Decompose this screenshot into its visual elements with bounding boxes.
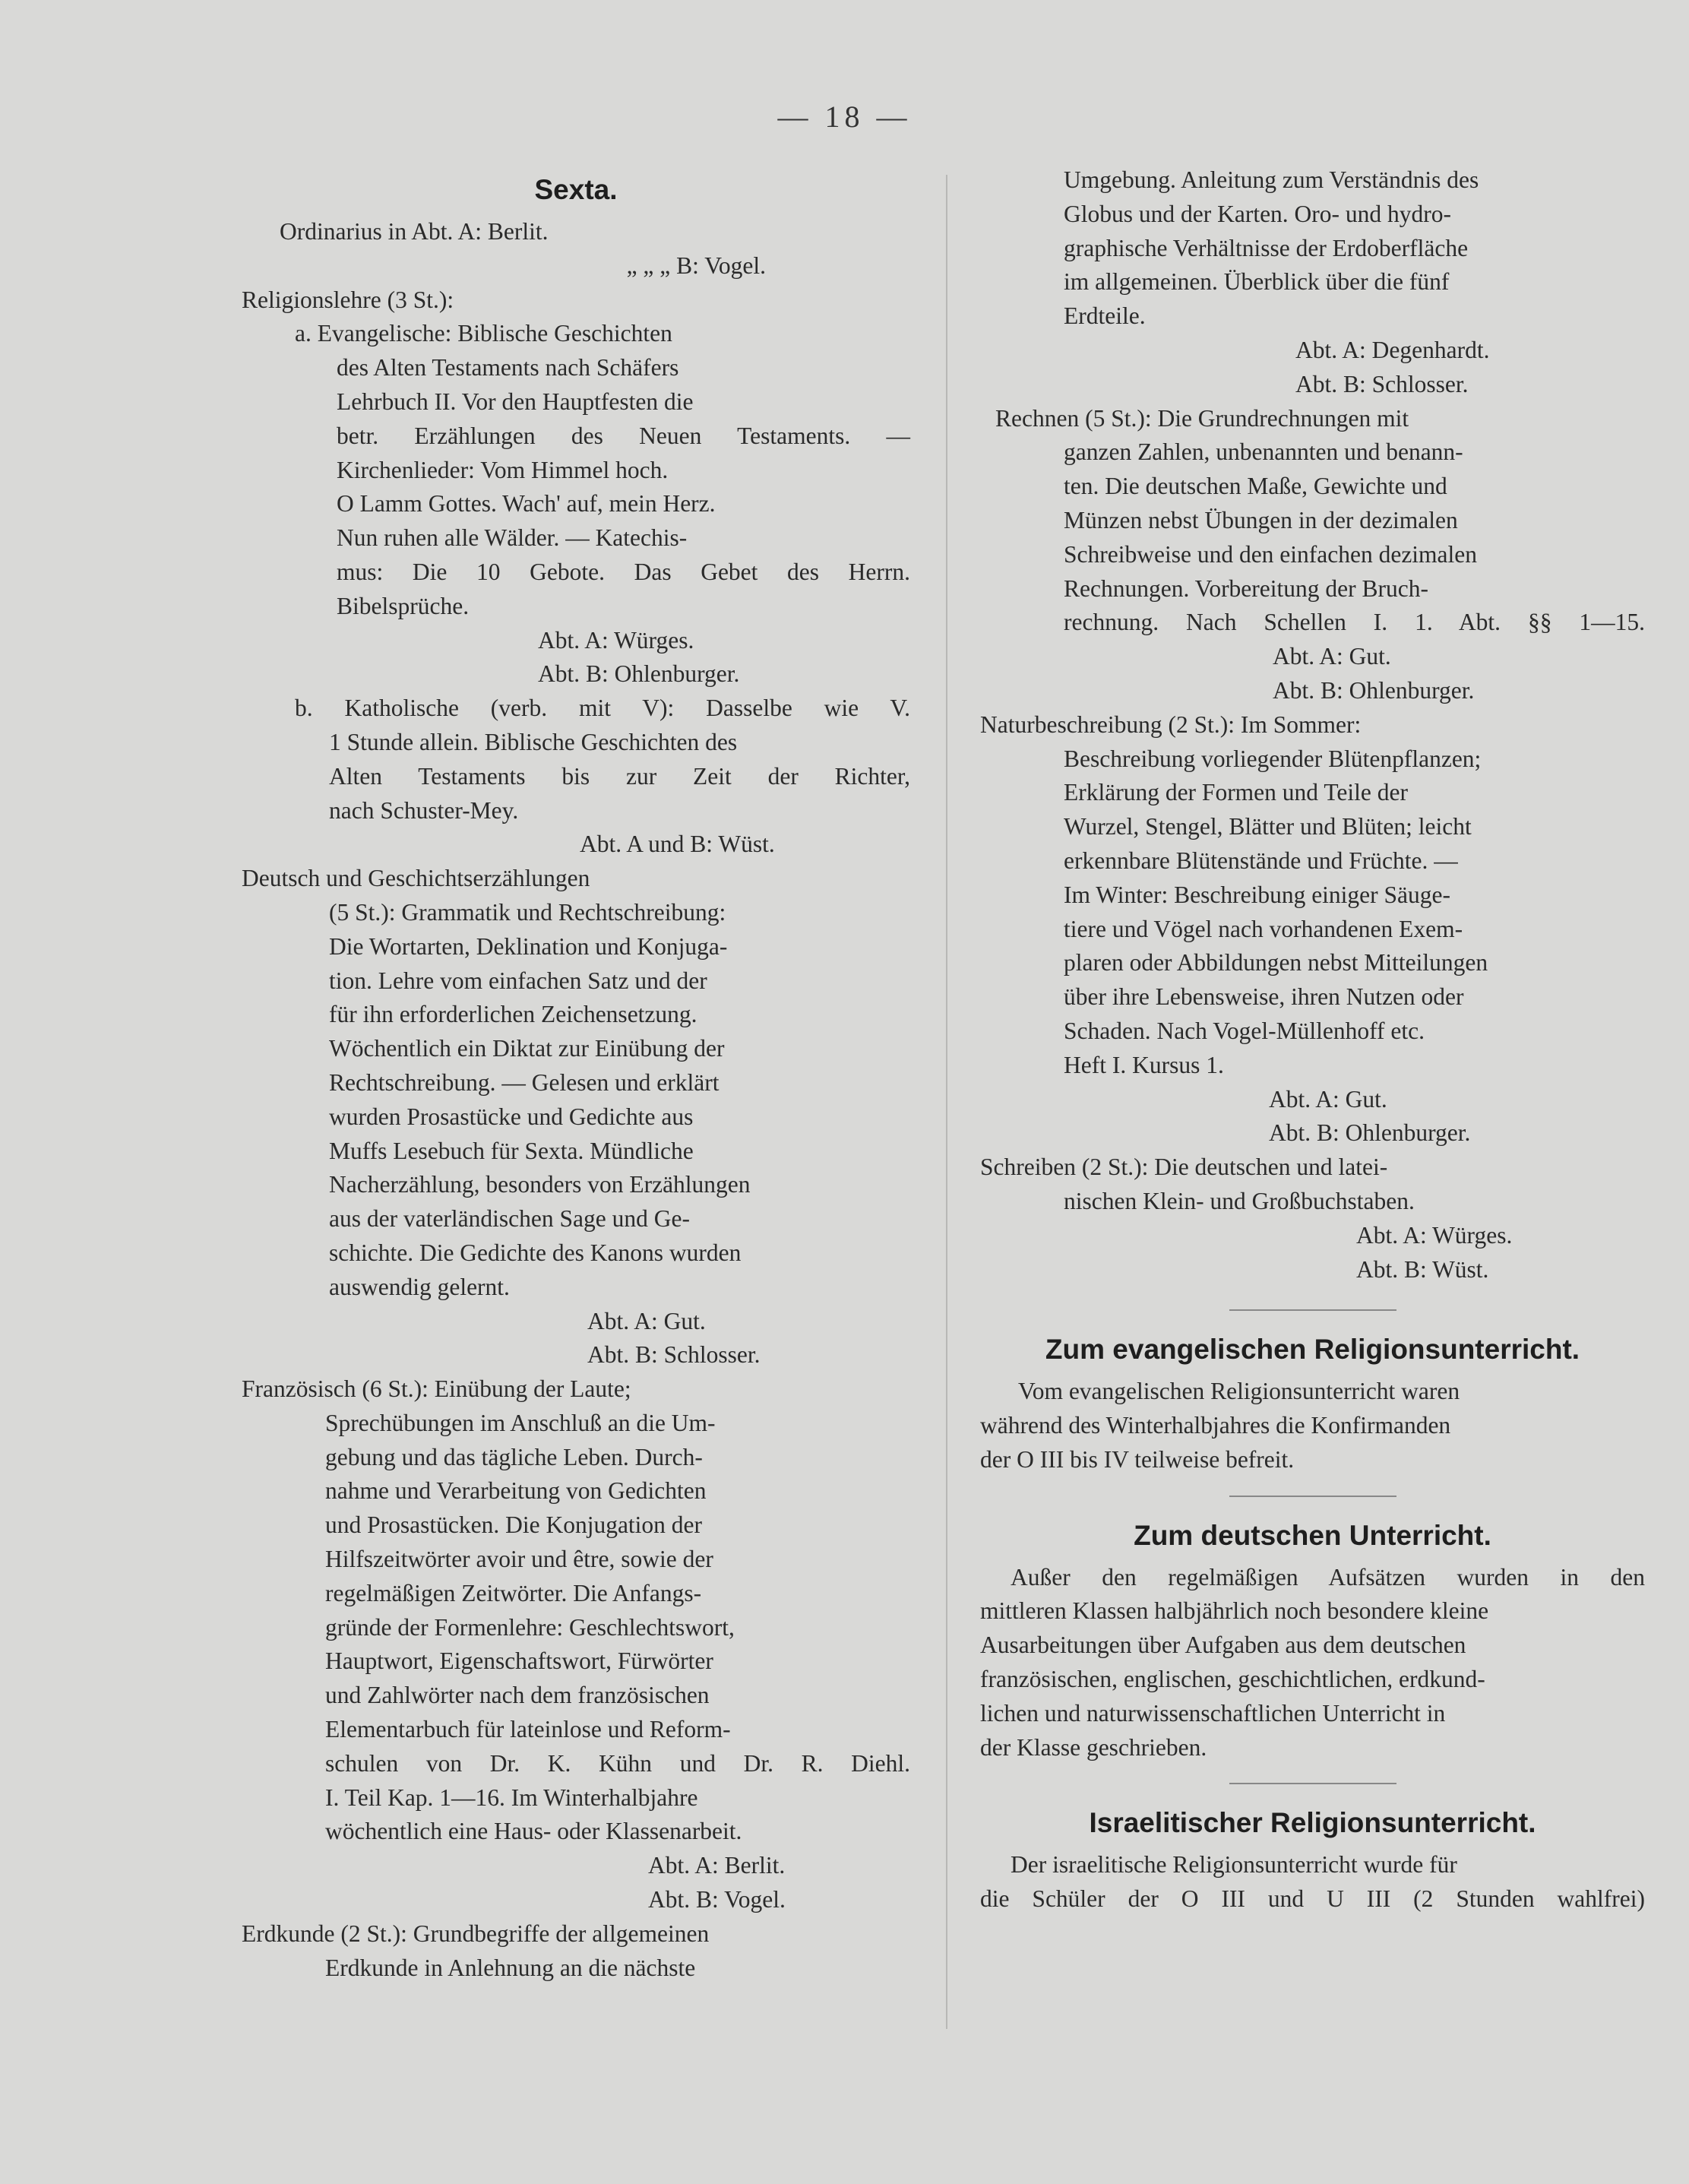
right-text-block: [980, 163, 1645, 1287]
text-line: Erdkunde in Anlehnung an die nächste: [325, 1954, 696, 1981]
text-line: Abt. B: Vogel.: [648, 1886, 786, 1913]
text-line: Abt. A: Gut.: [587, 1307, 706, 1334]
text-line: (5 St.): Grammatik und Rechtschreibung:: [329, 898, 726, 926]
text-line: Kirchenlieder: Vom Himmel hoch.: [337, 456, 669, 483]
text-line: und Zahlwörter nach dem französischen: [325, 1682, 710, 1709]
text-line: Abt. B: Schlosser.: [1295, 370, 1469, 397]
text-line: Muffs Lesebuch für Sexta. Mündliche: [329, 1137, 694, 1164]
text-line: wöchentlich eine Haus- oder Klassenarbeit.: [325, 1818, 742, 1845]
text-line: Nacherzählung, besonders von Erzählungen: [329, 1171, 751, 1198]
section-separator: [1229, 1496, 1396, 1497]
section-body: [980, 1375, 1645, 1477]
text-line: Rechnungen. Vorbereitung der Bruch-: [1064, 574, 1428, 602]
text-line: Heft I. Kursus 1.: [1064, 1051, 1224, 1078]
text-line: Schreibweise und den einfachen dezimalen: [1064, 540, 1478, 568]
text-line: Französisch (6 St.): Einübung der Laute;: [242, 1375, 631, 1403]
text-line: französischen, englischen, geschichtlichen, erdkund-: [980, 1666, 1485, 1693]
right-sections: [980, 1309, 1645, 1917]
text-line: ten. Die deutschen Maße, Gewichte und: [1064, 473, 1447, 500]
section-title-sexta: Sexta.: [534, 174, 618, 205]
text-line: tiere und Vögel nach vorhandenen Exem-: [1064, 915, 1463, 942]
text-line: mittleren Klassen halbjährlich noch besondere kleine: [980, 1597, 1489, 1625]
text-line: der O III bis IV teilweise befreit.: [980, 1445, 1295, 1473]
text-line: Abt. A: Gut.: [1269, 1085, 1387, 1113]
text-line: O Lamm Gottes. Wach' auf, mein Herz.: [337, 490, 716, 518]
text-line: Rechtschreibung. — Gelesen und erklärt: [329, 1068, 720, 1096]
text-line: Abt. A: Gut.: [1273, 643, 1391, 670]
text-line: Lehrbuch II. Vor den Hauptfesten die: [337, 388, 694, 415]
text-line: Umgebung. Anleitung zum Verständnis des: [1064, 166, 1479, 193]
text-line: für ihn erforderlichen Zeichensetzung.: [329, 1001, 697, 1028]
text-line: Hauptwort, Eigenschaftswort, Fürwörter: [325, 1647, 713, 1675]
text-line: der Klasse geschrieben.: [980, 1733, 1207, 1761]
text-line: graphische Verhältnisse der Erdoberfläche: [1064, 234, 1469, 261]
text-line: des Alten Testaments nach Schäfers: [337, 354, 679, 381]
section-heading: Israelitischer Religionsunterricht.: [1089, 1807, 1536, 1839]
text-line: auswendig gelernt.: [329, 1273, 510, 1300]
text-line: Alten Testaments bis zur Zeit der Richter,: [329, 762, 910, 790]
text-line: Abt. A: Degenhardt.: [1295, 336, 1490, 363]
text-line: Globus und der Karten. Oro- und hydro-: [1064, 200, 1452, 227]
text-line: wurden Prosastücke und Gedichte aus: [329, 1103, 694, 1130]
text-line: gründe der Formenlehre: Geschlechtswort,: [325, 1613, 735, 1641]
text-line: Sprechübungen im Anschluß an die Um-: [325, 1409, 716, 1436]
section-heading: Zum evangelischen Religionsunterricht.: [1045, 1334, 1580, 1366]
right-column: [980, 163, 1645, 1917]
text-line: lichen und naturwissenschaftlichen Unterricht in: [980, 1699, 1446, 1727]
text-line: Abt. B: Schlosser.: [587, 1341, 761, 1369]
text-line: Abt. A: Berlit.: [648, 1852, 786, 1879]
text-line: während des Winterhalbjahres die Konfirmanden: [980, 1412, 1451, 1439]
text-line: Abt. B: Ohlenburger.: [1269, 1119, 1471, 1147]
text-line: Erdteile.: [1064, 302, 1146, 330]
text-line: gebung und das tägliche Leben. Durch-: [325, 1443, 703, 1470]
text-line: Abt. B: Wüst.: [1356, 1255, 1489, 1283]
text-line: Hilfszeitwörter avoir und être, sowie der: [325, 1546, 713, 1573]
text-line: Nun ruhen alle Wälder. — Katechis-: [337, 524, 688, 552]
text-line: Naturbeschreibung (2 St.): Im Sommer:: [980, 711, 1362, 738]
text-line: schichte. Die Gedichte des Kanons wurden: [329, 1239, 742, 1266]
text-line: Ausarbeitungen über Aufgaben aus dem deutschen: [980, 1632, 1466, 1659]
text-line: Religionslehre (3 St.):: [242, 286, 454, 313]
text-line: und Prosastücken. Die Konjugation der: [325, 1511, 703, 1539]
text-line: rechnung. Nach Schellen I. 1. Abt. §§ 1—15.: [1064, 609, 1645, 636]
left-column: [242, 163, 910, 1985]
text-line: Abt. A und B: Wüst.: [580, 831, 775, 858]
text-line: 1 Stunde allein. Biblische Geschichten des: [329, 728, 738, 755]
text-line: Elementarbuch für lateinlose und Reform-: [325, 1716, 731, 1743]
text-line: Wöchentlich ein Diktat zur Einübung der: [329, 1035, 725, 1062]
text-line: im allgemeinen. Überblick über die fünf: [1064, 268, 1450, 296]
text-line: Die Wortarten, Deklination und Konjuga-: [329, 932, 728, 960]
text-line: nischen Klein- und Großbuchstaben.: [1064, 1187, 1415, 1214]
text-line: plaren oder Abbildungen nebst Mitteilungen: [1064, 949, 1488, 976]
text-line: die Schüler der O III und U III (2 Stunden wahlfrei): [980, 1885, 1645, 1913]
section-body: [980, 1848, 1645, 1917]
column-divider: [946, 175, 947, 2029]
text-line: Beschreibung vorliegender Blütenpflanzen;: [1064, 745, 1482, 772]
text-line: über ihre Lebensweise, ihren Nutzen oder: [1064, 983, 1464, 1011]
text-line: Bibelsprüche.: [337, 592, 470, 619]
text-line: nach Schuster-Mey.: [329, 796, 519, 824]
text-line: „ „ „ B: Vogel.: [626, 252, 766, 279]
text-line: erkennbare Blütenstände und Früchte. —: [1064, 847, 1458, 874]
text-line: Ordinarius in Abt. A: Berlit.: [280, 218, 549, 245]
section-separator: [1229, 1783, 1396, 1784]
text-line: Rechnen (5 St.): Die Grundrechnungen mit: [995, 404, 1409, 432]
text-line: Münzen nebst Übungen in der dezimalen: [1064, 506, 1458, 533]
section-body: [980, 1561, 1645, 1765]
text-line: b. Katholische (verb. mit V): Dasselbe wie V.: [295, 695, 910, 722]
text-line: Abt. A: Würges.: [1356, 1221, 1513, 1249]
text-line: Abt. B: Ohlenburger.: [538, 660, 740, 688]
text-line: ganzen Zahlen, unbenannten und benann-: [1064, 438, 1463, 466]
text-line: Deutsch und Geschichtserzählungen: [242, 865, 590, 892]
left-text-block: [242, 215, 910, 1985]
text-line: aus der vaterländischen Sage und Ge-: [329, 1205, 690, 1233]
text-line: a. Evangelische: Biblische Geschichten: [295, 320, 672, 347]
text-line: Abt. B: Ohlenburger.: [1273, 676, 1475, 704]
text-line: Schaden. Nach Vogel-Müllenhoff etc.: [1064, 1017, 1425, 1044]
text-line: Wurzel, Stengel, Blätter und Blüten; leicht: [1064, 813, 1472, 840]
text-line: Der israelitische Religionsunterricht wurde für: [1011, 1851, 1457, 1879]
text-line: Im Winter: Beschreibung einiger Säuge-: [1064, 881, 1450, 908]
text-line: Vom evangelischen Religionsunterricht waren: [1018, 1378, 1460, 1405]
text-line: I. Teil Kap. 1—16. Im Winterhalbjahre: [325, 1784, 698, 1811]
section-heading: Zum deutschen Unterricht.: [1134, 1519, 1491, 1551]
text-line: Abt. A: Würges.: [538, 626, 694, 654]
text-line: Erdkunde (2 St.): Grundbegriffe der allgemeinen: [242, 1920, 710, 1947]
text-line: nahme und Verarbeitung von Gedichten: [325, 1477, 707, 1505]
text-line: schulen von Dr. K. Kühn und Dr. R. Diehl.: [325, 1749, 910, 1777]
text-line: regelmäßigen Zeitwörter. Die Anfangs-: [325, 1579, 702, 1606]
text-line: betr. Erzählungen des Neuen Testaments. —: [337, 422, 910, 449]
page-number: — 18 —: [777, 100, 912, 134]
section-separator: [1229, 1309, 1396, 1311]
text-line: Außer den regelmäßigen Aufsätzen wurden in den: [1011, 1563, 1645, 1591]
text-line: Schreiben (2 St.): Die deutschen und latei-: [980, 1154, 1388, 1181]
text-line: mus: Die 10 Gebote. Das Gebet des Herrn.: [337, 558, 910, 585]
text-line: tion. Lehre vom einfachen Satz und der: [329, 967, 707, 994]
text-line: Erklärung der Formen und Teile der: [1064, 779, 1408, 806]
